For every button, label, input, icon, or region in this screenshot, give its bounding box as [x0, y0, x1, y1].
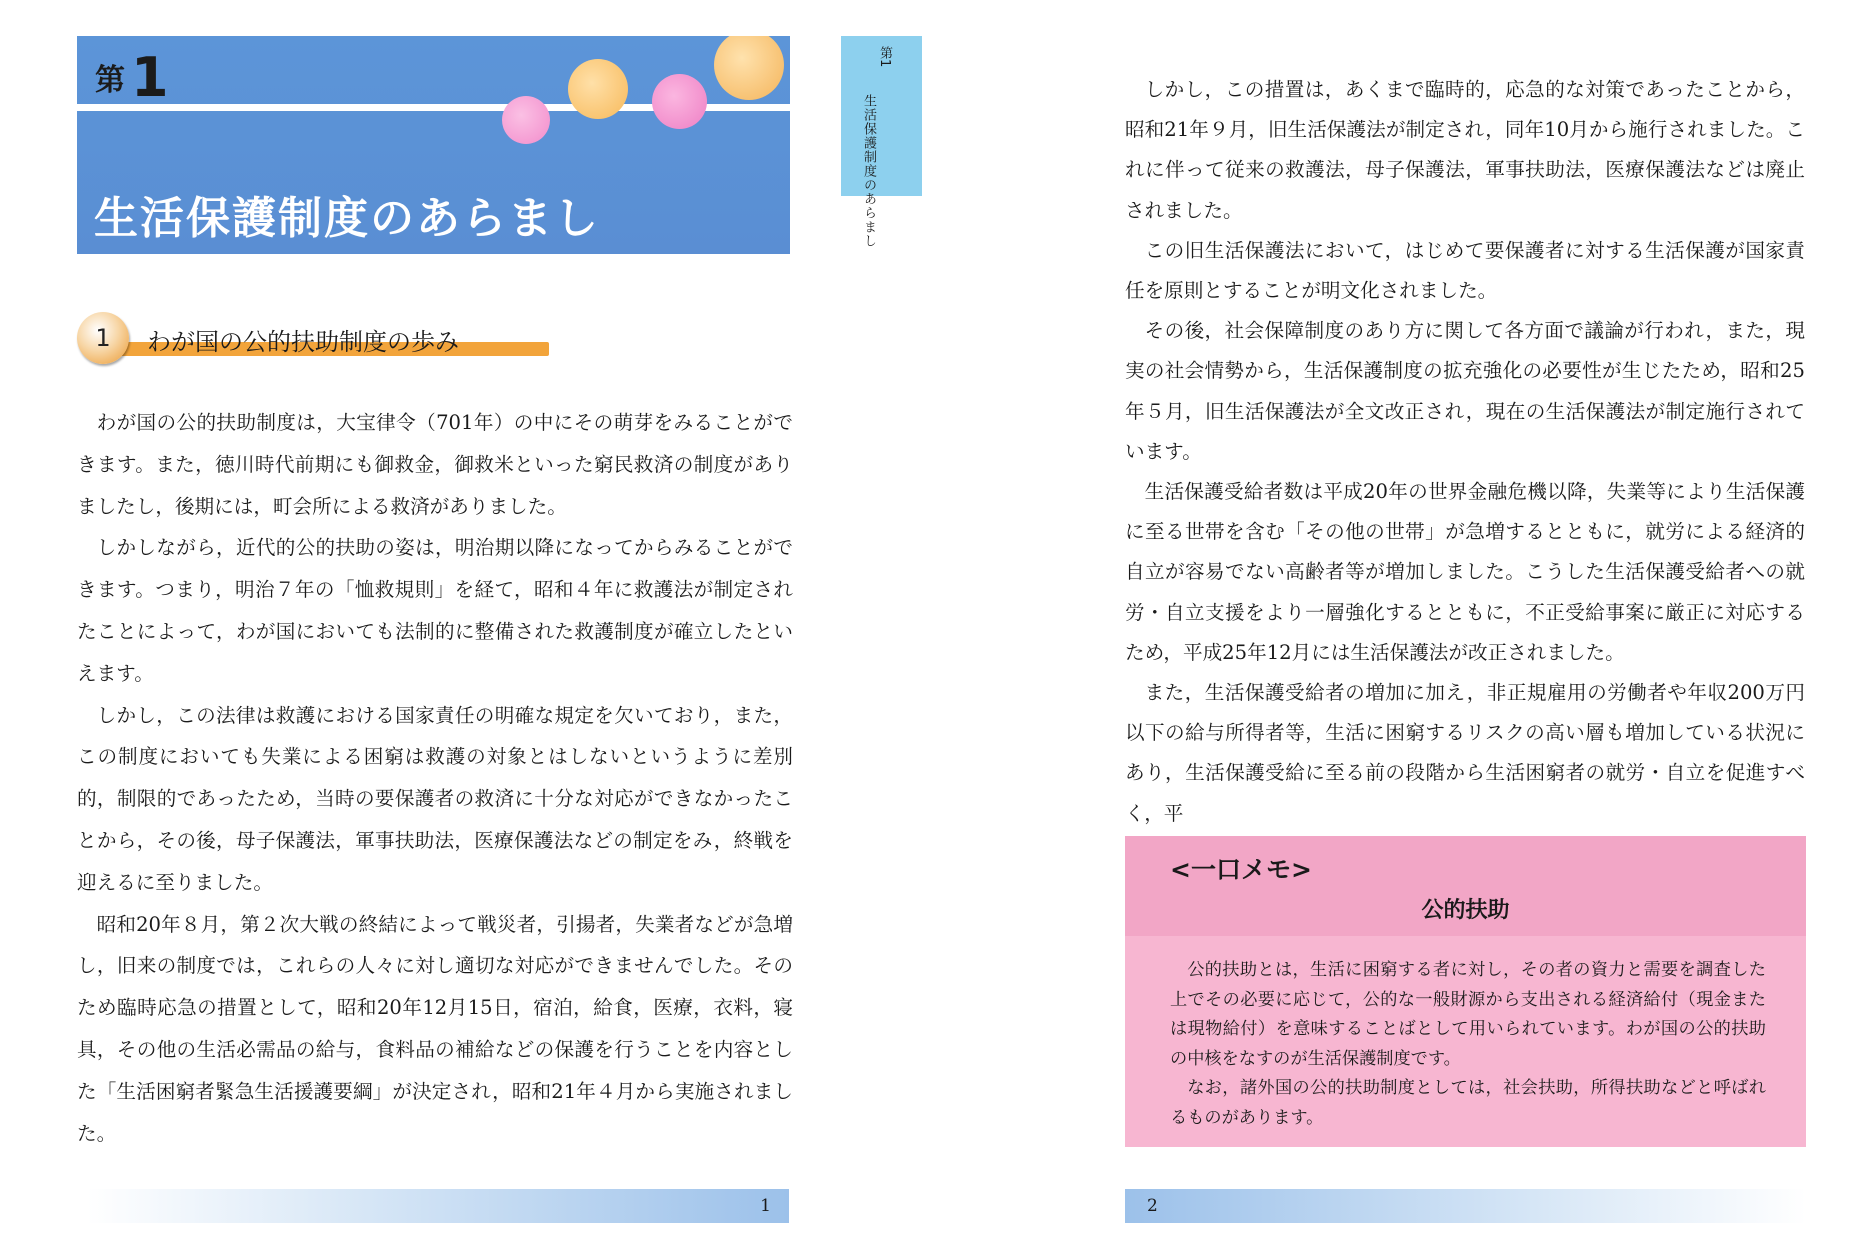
paragraph: しかし，この法律は救護における国家責任の明確な規定を欠いており，また，この制度においても失業による困窮は救護の対象とはしないというように差別的，制限的であったため，当時の要保護者の救済に十分な対応ができなかったことから，その後，母子保護法，軍事扶助法，医療保護法などの制定をみ，終戦を迎えるに至りました。: [77, 703, 793, 894]
paragraph: その後，社会保障制度のあり方に関して各方面で議論が行われ，また，現実の社会情勢から，生活保護制度の拡充強化の必要性が生じたため，昭和25年５月，旧生活保護法が全文改正され，現在の生活保護法が制定施行されています。: [1125, 319, 1805, 463]
memo-body: [1170, 956, 1766, 1134]
left-body-text: [77, 402, 793, 1154]
footer-bar-left: [87, 1189, 789, 1223]
footer-bar-right: [1125, 1189, 1806, 1223]
side-tab-number: 第1: [877, 46, 892, 68]
memo-heading: <一口メモ>: [1170, 855, 1312, 884]
chapter-title: 生活保護制度のあらまし: [94, 193, 600, 244]
memo-paragraph: なお，諸外国の公的扶助制度としては，社会扶助，所得扶助などと呼ばれるものがあります。: [1170, 1078, 1766, 1128]
decor-circle-orange-large: [714, 36, 784, 100]
section-heading: [77, 304, 477, 364]
memo-box: [1125, 836, 1806, 1147]
section-title: わが国の公的扶助制度の歩み: [147, 328, 459, 356]
decor-circle-pink-small: [502, 96, 550, 144]
side-tab-text: 生活保護制度のあらまし: [861, 94, 876, 248]
decor-circle-pink-mid: [652, 74, 707, 129]
section-number: 1: [95, 324, 111, 352]
right-body-text: [1125, 70, 1805, 834]
paragraph: この旧生活保護法において，はじめて要保護者に対する生活保護が国家責任を原則とすることが明文化されました。: [1125, 238, 1805, 303]
paragraph: しかしながら，近代的公的扶助の姿は，明治期以降になってからみることができます。つまり，明治７年の「恤救規則」を経て，昭和４年に救護法が制定されたことによって，わが国においても法制的に整備された救護制度が確立したといえます。: [77, 536, 793, 685]
paragraph: 昭和20年８月，第２次大戦の終結によって戦災者，引揚者，失業者などが急増し，旧来の制度では，これらの人々に対し適切な対応ができませんでした。そのため臨時応急の措置として，昭和20年12月15日，宿泊，給食，医療，衣料，寝具，その他の生活必需品の給与，食料品の補給などの保護を行うことを内容とした「生活困窮者緊急生活援護要綱」が決定され，昭和21年４月から実施されました。: [77, 912, 793, 1145]
chapter-kanji: 第: [95, 63, 125, 98]
memo-subheading: 公的扶助: [1421, 898, 1510, 923]
page-number-left: 1: [760, 1196, 771, 1216]
chapter-num: 1: [131, 46, 169, 109]
side-tab: [841, 36, 922, 248]
memo-paragraph: 公的扶助とは，生活に困窮する者に対し，その者の資力と需要を調査した上でその必要に応じて，公的な一般財源から支出される経済給付（現金または現物給付）を意味することばとして用いられています。わが国の公的扶助の中核をなすのが生活保護制度です。: [1170, 960, 1766, 1069]
decor-circle-orange-mid: [568, 59, 628, 119]
paragraph: 生活保護受給者数は平成20年の世界金融危機以降，失業等により生活保護に至る世帯を含む「その他の世帯」が急増するとともに，就労による経済的自立が容易でない高齢者等が増加しました。こうした生活保護受給者への就労・自立支援をより一層強化するとともに，不正受給事案に厳正に対応するため，平成25年12月には生活保護法が改正されました。: [1125, 480, 1805, 664]
chapter-number: [95, 46, 169, 109]
paragraph: しかし，この措置は，あくまで臨時的，応急的な対策であったことから，昭和21年９月，旧生活保護法が制定され，同年10月から施行されました。これに伴って従来の救護法，母子保護法，軍事扶助法，医療保護法などは廃止されました。: [1125, 78, 1805, 222]
paragraph: また，生活保護受給者の増加に加え，非正規雇用の労働者や年収200万円以下の給与所得者等，生活に困窮するリスクの高い層も増加している状況にあり，生活保護受給に至る前の段階から生活困窮者の就労・自立を促進すべく，平: [1125, 681, 1805, 825]
page-number-right: 2: [1147, 1196, 1158, 1216]
paragraph: わが国の公的扶助制度は，大宝律令（701年）の中にその萌芽をみることができます。また，徳川時代前期にも御救金，御救米といった窮民救済の制度がありましたし，後期には，町会所による救済がありました。: [77, 411, 793, 518]
chapter-header: [77, 36, 790, 254]
